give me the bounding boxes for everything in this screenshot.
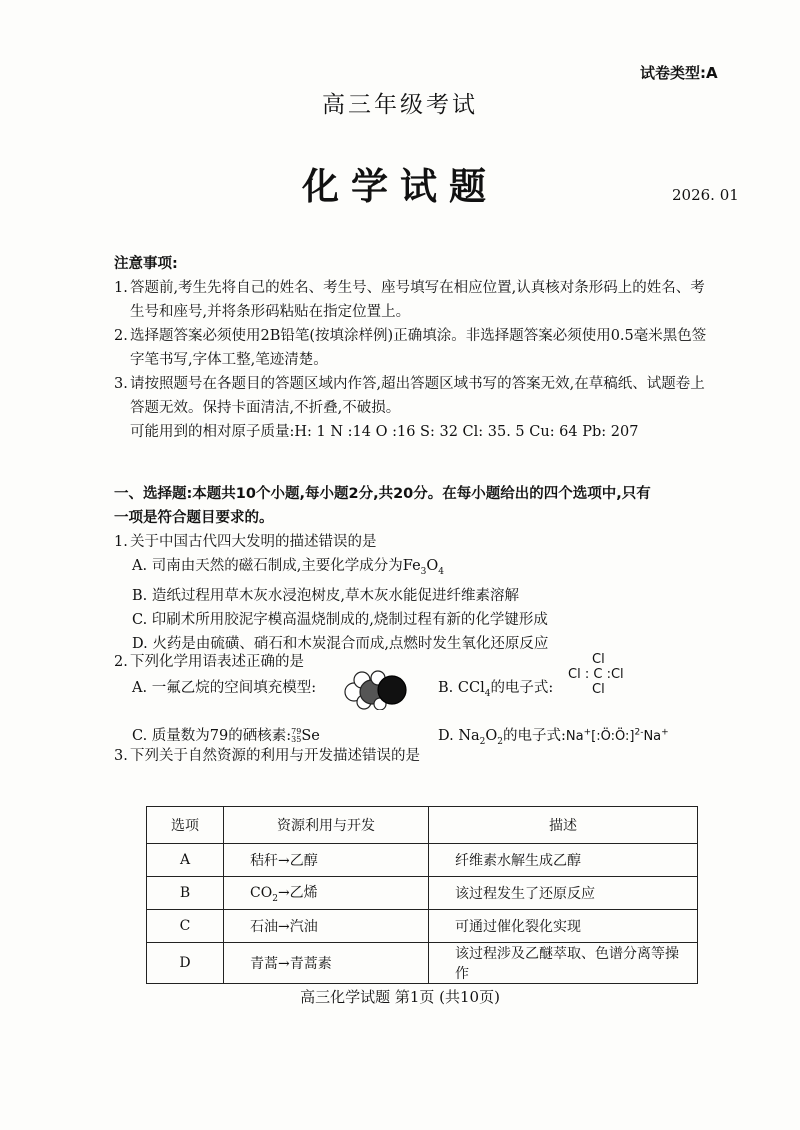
option-c: C. 印刷术所用胶泥字模高温烧制成的,烧制过程有新的化学键形成 <box>132 611 548 628</box>
question-stem: 下列关于自然资源的利用与开发描述错误的是 <box>130 748 420 764</box>
question-number: 2. <box>114 654 128 670</box>
note-item <box>114 372 714 420</box>
section-heading-line1: 一、选择题:本题共10个小题,每小题2分,共20分。在每小题给出的四个选项中,只有 <box>114 486 651 502</box>
table-row <box>147 943 698 984</box>
table-row <box>147 877 698 910</box>
note-item <box>114 324 714 372</box>
exam-date: 2026. 01 <box>672 186 739 204</box>
section-heading <box>114 482 714 530</box>
note-text: 答题前,考生先将自己的姓名、考生号、座号填写在相应位置,认真核对条形码上的姓名、考生号和座号,并将条形码粘贴在指定位置上。 <box>130 280 705 320</box>
fluoroethane-model-image <box>342 670 408 710</box>
cell-option: C <box>147 910 224 943</box>
question-stem: 关于中国古代四大发明的描述错误的是 <box>130 534 377 550</box>
cell-description: 该过程涉及乙醚萃取、色谱分离等操作 <box>429 943 698 984</box>
notes-section <box>114 252 714 444</box>
option-b: B. CCl$_4$的电子式: <box>438 680 554 699</box>
resource-table <box>146 806 698 984</box>
note-number: 1. <box>114 280 128 296</box>
atomic-masses: 可能用到的相对原子质量:H: 1 N :14 O :16 S: 32 Cl: 35. 5 Cu: 64 Pb: 207 <box>130 424 639 440</box>
cell-resource: 石油→汽油 <box>224 910 429 943</box>
question-number: 3. <box>114 748 128 764</box>
option-d: D. 火药是由硫磺、硝石和木炭混合而成,点燃时发生氧化还原反应 <box>132 635 549 652</box>
note-number: 3. <box>114 376 128 392</box>
page-title: 化学试题 <box>302 164 498 208</box>
cell-description: 可通过催化裂化实现 <box>429 910 698 943</box>
table-row <box>147 910 698 943</box>
note-number: 2. <box>114 328 128 344</box>
question-3 <box>114 744 714 768</box>
cell-description: 该过程发生了还原反应 <box>429 877 698 910</box>
option-a: A. 一氟乙烷的空间填充模型: <box>132 680 317 696</box>
note-text: 选择题答案必须使用2B铅笔(按填涂样例)正确填涂。非选择题答案必须使用0.5毫米黑色签字笔书写,字体工整,笔迹清楚。 <box>130 328 707 368</box>
option-c: C. 质量数为79的硒核素: 79 35 Se <box>132 727 320 744</box>
page-footer: 高三化学试题 第1页 (共10页) <box>300 988 500 1006</box>
cell-option: D <box>147 943 224 984</box>
cell-resource: 青蒿→青蒿素 <box>224 943 429 984</box>
paper-type-label: 试卷类型:A <box>640 64 718 82</box>
note-item <box>114 276 714 324</box>
option-d: D. $Na_2O_2$的电子式:Na+[:Ö:Ö:]$^{2-}$Na+ <box>438 727 669 747</box>
cell-option: B <box>147 877 224 910</box>
ccl4-electron-formula: Cl Cl : C :Cl Cl <box>568 652 624 697</box>
cell-option: A <box>147 844 224 877</box>
note-text: 请按照题号在各题目的答题区域内作答,超出答题区域书写的答案无效,在草稿纸、试题卷上答题无效。保持卡面清洁,不折叠,不破损。 <box>130 376 705 416</box>
exam-pre-title: 高三年级考试 <box>322 92 478 118</box>
cell-resource: $CO_2\to$乙烯 <box>224 877 429 910</box>
column-header: 选项 <box>147 807 224 844</box>
table-row <box>147 844 698 877</box>
notes-heading: 注意事项: <box>114 256 178 272</box>
option-a: A. 司南由天然的磁石制成,主要化学成分为$Fe_3O_4$ <box>132 558 445 577</box>
question-stem: 下列化学用语表述正确的是 <box>130 654 304 670</box>
column-header: 描述 <box>429 807 698 844</box>
option-b: B. 造纸过程用草木灰水浸泡树皮,草木灰水能促进纤维素溶解 <box>132 587 519 604</box>
cell-resource: 秸秆→乙醇 <box>224 844 429 877</box>
cell-description: 纤维素水解生成乙醇 <box>429 844 698 877</box>
column-header: 资源利用与开发 <box>224 807 429 844</box>
section-heading-line2: 一项是符合题目要求的。 <box>114 510 274 526</box>
question-1 <box>114 530 714 656</box>
question-number: 1. <box>114 534 128 550</box>
question-2 <box>114 650 714 674</box>
table-header-row <box>147 807 698 844</box>
